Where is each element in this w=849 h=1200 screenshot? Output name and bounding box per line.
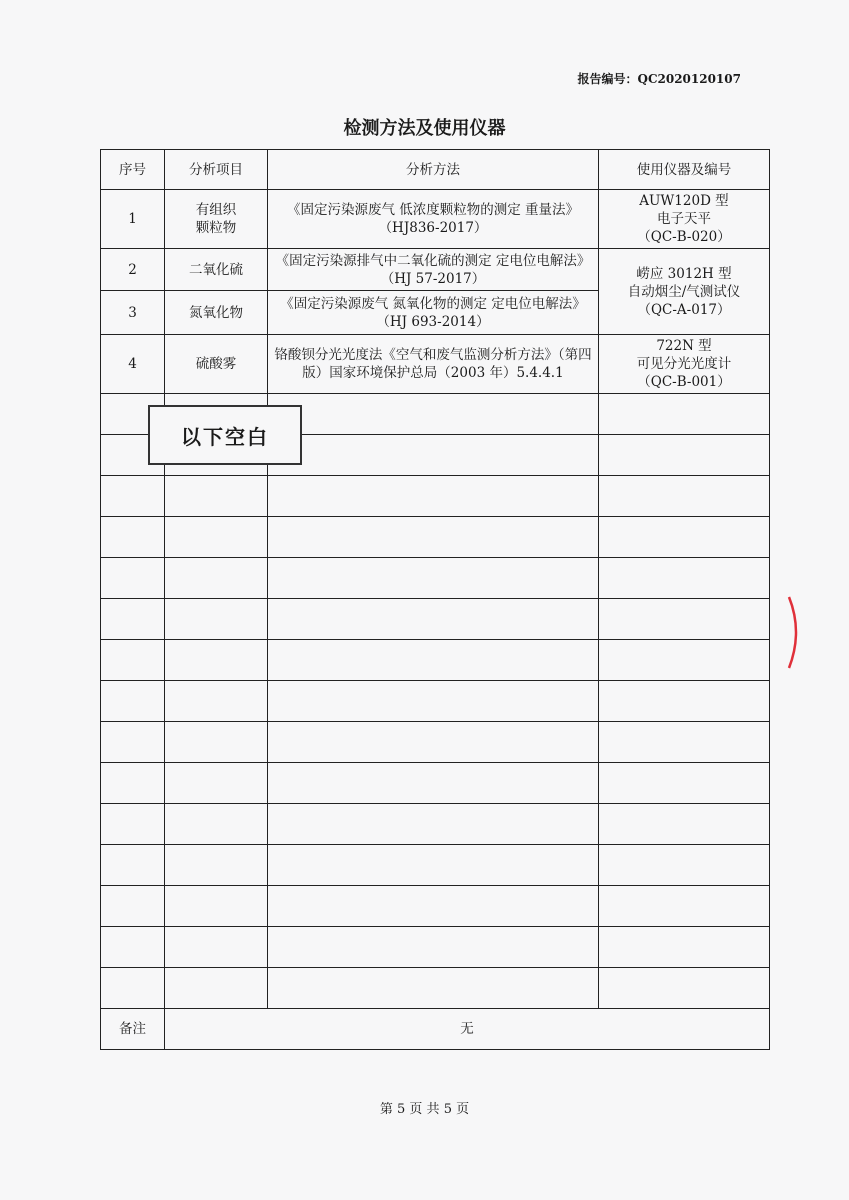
empty-cell xyxy=(165,599,268,640)
empty-cell xyxy=(599,394,770,435)
blank-below-stamp: 以下空白 xyxy=(148,405,302,465)
row-method: 铬酸钡分光光度法《空气和废气监测分析方法》（第四版）国家环境保护总局（2003 年）5.4.4.1 xyxy=(268,335,599,394)
row-method: 《固定污染源废气 氮氧化物的测定 定电位电解法》（HJ 693-2014） xyxy=(268,291,599,335)
empty-row xyxy=(101,968,770,1009)
empty-cell xyxy=(268,722,599,763)
empty-row xyxy=(101,640,770,681)
empty-cell xyxy=(101,640,165,681)
row-item xyxy=(165,190,268,249)
empty-cell xyxy=(268,763,599,804)
empty-cell xyxy=(599,681,770,722)
seal-edge-mark xyxy=(785,595,805,670)
row-instrument xyxy=(599,335,770,394)
empty-row xyxy=(101,722,770,763)
instrument-line: AUW120D 型 xyxy=(639,193,729,209)
row-no: 2 xyxy=(101,249,165,291)
col-header-instrument: 使用仪器及编号 xyxy=(599,150,770,190)
empty-row xyxy=(101,845,770,886)
empty-cell xyxy=(101,845,165,886)
empty-cell xyxy=(268,558,599,599)
empty-rows xyxy=(101,394,770,1009)
instrument-line: （QC-A-017） xyxy=(637,301,731,318)
instrument-line: 崂应 3012H 型 xyxy=(636,265,732,282)
empty-cell xyxy=(268,640,599,681)
empty-cell xyxy=(599,599,770,640)
empty-cell xyxy=(165,845,268,886)
empty-cell xyxy=(268,845,599,886)
seal-arc xyxy=(789,597,796,668)
instrument-line: （QC-B-001） xyxy=(637,374,731,390)
instrument-line: 电子天平 xyxy=(657,211,711,227)
empty-row xyxy=(101,558,770,599)
empty-cell xyxy=(101,886,165,927)
note-value: 无 xyxy=(165,1009,770,1050)
empty-cell xyxy=(599,435,770,476)
empty-row xyxy=(101,517,770,558)
empty-cell xyxy=(101,558,165,599)
empty-cell xyxy=(599,968,770,1009)
empty-row xyxy=(101,681,770,722)
empty-cell xyxy=(599,763,770,804)
page-number: 第 5 页 共 5 页 xyxy=(379,1102,470,1117)
empty-row xyxy=(101,476,770,517)
empty-cell xyxy=(165,681,268,722)
empty-cell xyxy=(101,804,165,845)
page-title: 检测方法及使用仪器 xyxy=(343,118,506,139)
row-no: 1 xyxy=(101,190,165,249)
row-method: 《固定污染源废气 低浓度颗粒物的测定 重量法》（HJ836-2017） xyxy=(268,190,599,249)
row-item: 硫酸雾 xyxy=(165,335,268,394)
note-row xyxy=(101,1009,770,1050)
col-header-item: 分析项目 xyxy=(165,150,268,190)
empty-cell xyxy=(268,968,599,1009)
empty-cell xyxy=(165,804,268,845)
table-row xyxy=(101,249,770,291)
row-instrument xyxy=(599,190,770,249)
empty-cell xyxy=(165,558,268,599)
empty-cell xyxy=(165,886,268,927)
empty-cell xyxy=(599,476,770,517)
table-header-row xyxy=(101,150,770,190)
empty-cell xyxy=(268,927,599,968)
empty-cell xyxy=(268,394,599,435)
methods-table xyxy=(100,149,770,1050)
empty-cell xyxy=(101,763,165,804)
empty-cell xyxy=(165,927,268,968)
empty-cell xyxy=(599,927,770,968)
report-number: 报告编号：QC2020120107 xyxy=(577,72,741,86)
empty-cell xyxy=(101,476,165,517)
empty-cell xyxy=(101,968,165,1009)
empty-cell xyxy=(599,886,770,927)
empty-cell xyxy=(599,845,770,886)
table-row xyxy=(101,190,770,249)
empty-cell xyxy=(165,517,268,558)
empty-cell xyxy=(268,804,599,845)
col-header-no: 序号 xyxy=(101,150,165,190)
note-label: 备注 xyxy=(101,1009,165,1050)
empty-cell xyxy=(268,517,599,558)
table-row xyxy=(101,335,770,394)
row-item-line: 有组织 xyxy=(195,202,237,218)
row-item: 氮氧化物 xyxy=(165,291,268,335)
row-instrument xyxy=(599,249,770,335)
empty-cell xyxy=(268,681,599,722)
empty-cell xyxy=(165,763,268,804)
empty-cell xyxy=(101,517,165,558)
row-method: 《固定污染源排气中二氧化硫的测定 定电位电解法》（HJ 57-2017） xyxy=(268,249,599,291)
empty-cell xyxy=(599,640,770,681)
empty-cell xyxy=(268,599,599,640)
empty-cell xyxy=(599,722,770,763)
empty-cell xyxy=(268,435,599,476)
empty-cell xyxy=(101,599,165,640)
empty-row xyxy=(101,804,770,845)
empty-cell xyxy=(165,722,268,763)
empty-row xyxy=(101,886,770,927)
instrument-line: 自动烟尘/气测试仪 xyxy=(627,283,741,300)
empty-row xyxy=(101,599,770,640)
empty-cell xyxy=(101,722,165,763)
empty-cell xyxy=(599,558,770,599)
empty-cell xyxy=(599,517,770,558)
instrument-line: 722N 型 xyxy=(656,338,712,354)
empty-cell xyxy=(165,640,268,681)
row-no: 4 xyxy=(101,335,165,394)
instrument-line: 可见分光光度计 xyxy=(636,356,732,372)
empty-row xyxy=(101,927,770,968)
empty-cell xyxy=(165,476,268,517)
row-item-line: 颗粒物 xyxy=(195,220,237,236)
row-no: 3 xyxy=(101,291,165,335)
col-header-method: 分析方法 xyxy=(268,150,599,190)
empty-cell xyxy=(101,927,165,968)
instrument-line: （QC-B-020） xyxy=(637,229,731,245)
empty-cell xyxy=(599,804,770,845)
empty-cell xyxy=(268,476,599,517)
empty-cell xyxy=(268,886,599,927)
empty-row xyxy=(101,763,770,804)
empty-cell xyxy=(101,681,165,722)
row-item: 二氧化硫 xyxy=(165,249,268,291)
empty-cell xyxy=(165,968,268,1009)
